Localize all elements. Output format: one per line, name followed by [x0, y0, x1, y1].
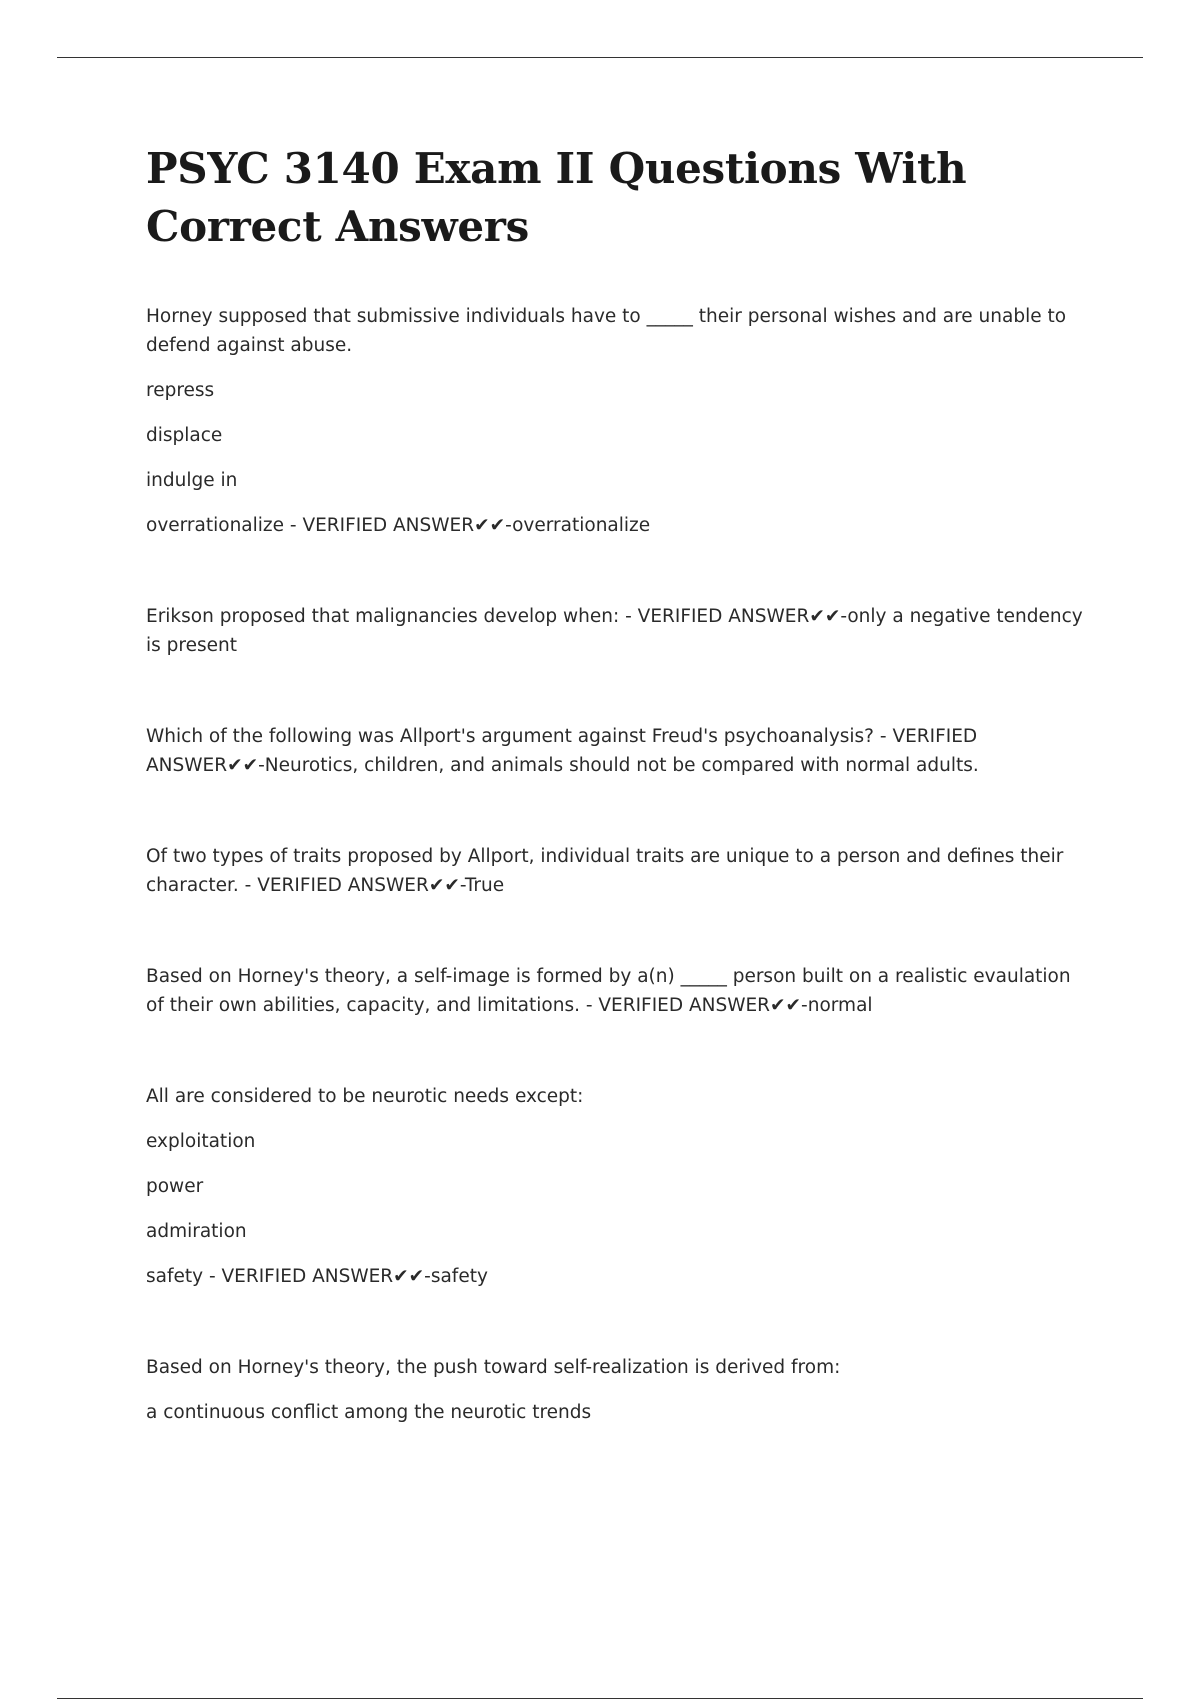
question-stem: All are considered to be neurotic needs except:: [146, 1086, 584, 1107]
answer-option: indulge in: [146, 470, 238, 491]
question-3: [146, 722, 1086, 780]
answer-option: exploitation: [146, 1131, 256, 1152]
question-6: [146, 1082, 1086, 1291]
question-stem: Of two types of traits proposed by Allport, individual traits are unique to a person and defines their character. - VERIFIED ANSWER✔✔-True: [146, 846, 1064, 896]
document-body: [146, 140, 1086, 1489]
answer-option: a continuous conflict among the neurotic trends: [146, 1402, 592, 1423]
answer-option: displace: [146, 425, 223, 446]
bottom-rule: [57, 1698, 1143, 1699]
question-7: [146, 1353, 1086, 1427]
answer-option: power: [146, 1176, 204, 1197]
question-stem: Erikson proposed that malignancies develop when: - VERIFIED ANSWER✔✔-only a negative tendency is present: [146, 606, 1083, 656]
answer-option: safety - VERIFIED ANSWER✔✔-safety: [146, 1266, 488, 1287]
answer-option: overrationalize - VERIFIED ANSWER✔✔-overrationalize: [146, 515, 651, 536]
question-2: [146, 602, 1086, 660]
answer-option: admiration: [146, 1221, 247, 1242]
answer-option: repress: [146, 380, 215, 401]
question-5: [146, 962, 1086, 1020]
question-stem: Horney supposed that submissive individuals have to _____ their personal wishes and are unable to defend against abuse.: [146, 306, 1067, 356]
question-stem: Based on Horney's theory, a self-image is formed by a(n) _____ person built on a realistic evaulation of their own abilities, capacity, and limitations. - VERIFIED ANSWER✔✔-normal: [146, 966, 1071, 1016]
document-title: PSYC 3140 Exam II Questions With Correct Answers: [146, 144, 967, 251]
question-stem: Which of the following was Allport's argument against Freud's psychoanalysis? - VERIFIED ANSWER✔✔-Neurotics, children, and animals should not be compared with normal adults.: [146, 726, 979, 776]
question-4: [146, 842, 1086, 900]
top-rule: [57, 57, 1143, 58]
question-1: [146, 302, 1086, 540]
question-stem: Based on Horney's theory, the push toward self-realization is derived from:: [146, 1357, 841, 1378]
